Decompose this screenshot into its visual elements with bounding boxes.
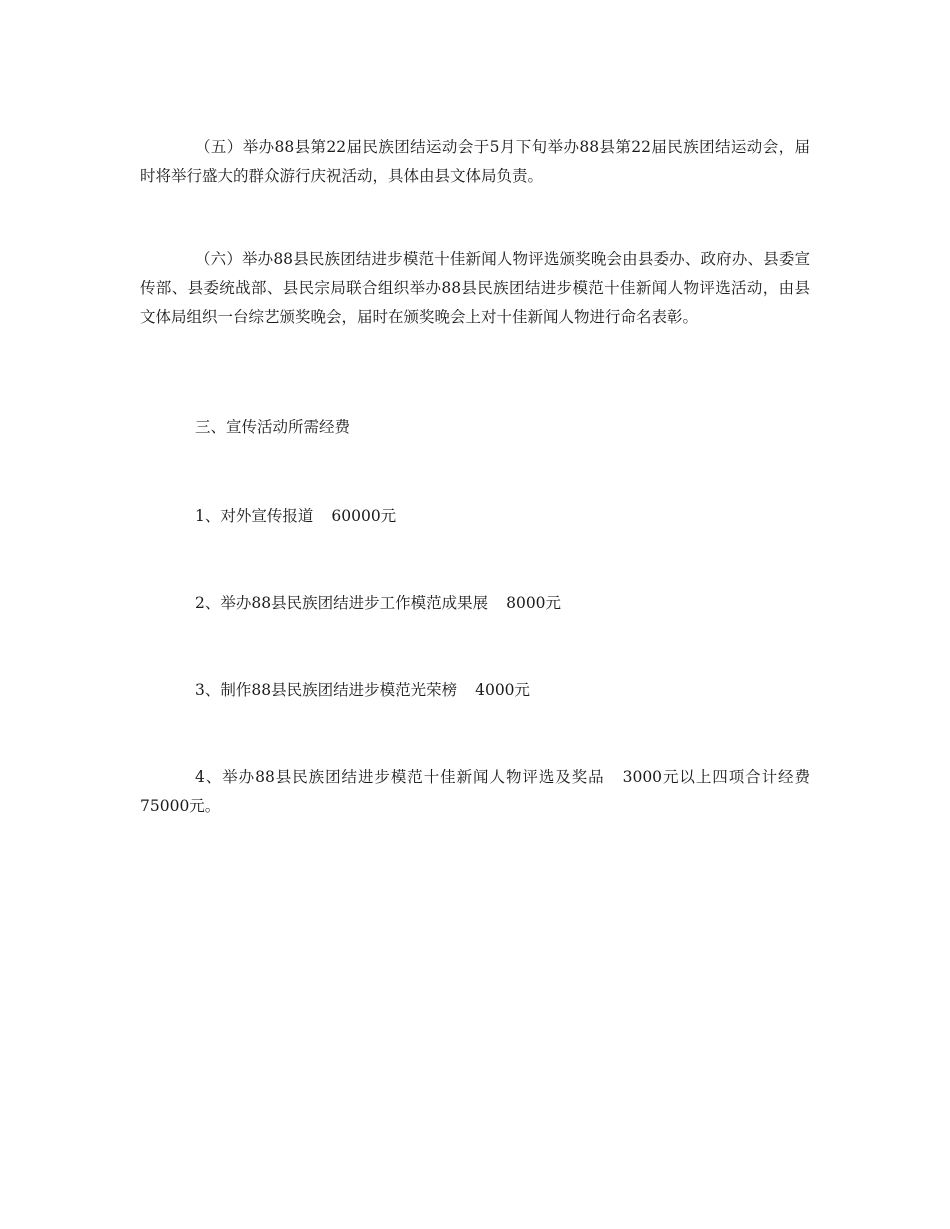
paragraph-award-gala: （六）举办88县民族团结进步模范十佳新闻人物评选颁奖晚会由县委办、政府办、县委宣传部、县委统战部、县民宗局联合组织举办88县民族团结进步模范十佳新闻人物评选活动，由县文体局组织一台综艺颁奖晚会，届时在颁奖晚会上对十佳新闻人物进行命名表彰。 [140,250,810,326]
budget-item-amount: 3000元以上四项合计经费75000元。 [140,768,810,815]
budget-item [140,763,810,821]
budget-item-label: 4、举办88县民族团结进步模范十佳新闻人物评选及奖品 [195,768,605,786]
budget-item [140,676,810,705]
budget-item-label: 1、对外宣传报道 [195,507,314,525]
budget-item-amount: 4000元 [475,681,531,699]
budget-item-amount: 60000元 [331,507,397,525]
budget-item [140,502,810,531]
budget-item [140,589,810,618]
paragraph-sports-meeting: （五）举办88县第22届民族团结运动会于5月下旬举办88县第22届民族团结运动会，届时将举行盛大的群众游行庆祝活动，具体由县文体局负责。 [140,138,810,185]
budget-item-label: 2、举办88县民族团结进步工作模范成果展 [195,594,489,612]
budget-item-label: 3、制作88县民族团结进步模范光荣榜 [195,681,458,699]
budget-item-amount: 8000元 [506,594,562,612]
section-heading-budget: 三、宣传活动所需经费 [195,418,351,436]
